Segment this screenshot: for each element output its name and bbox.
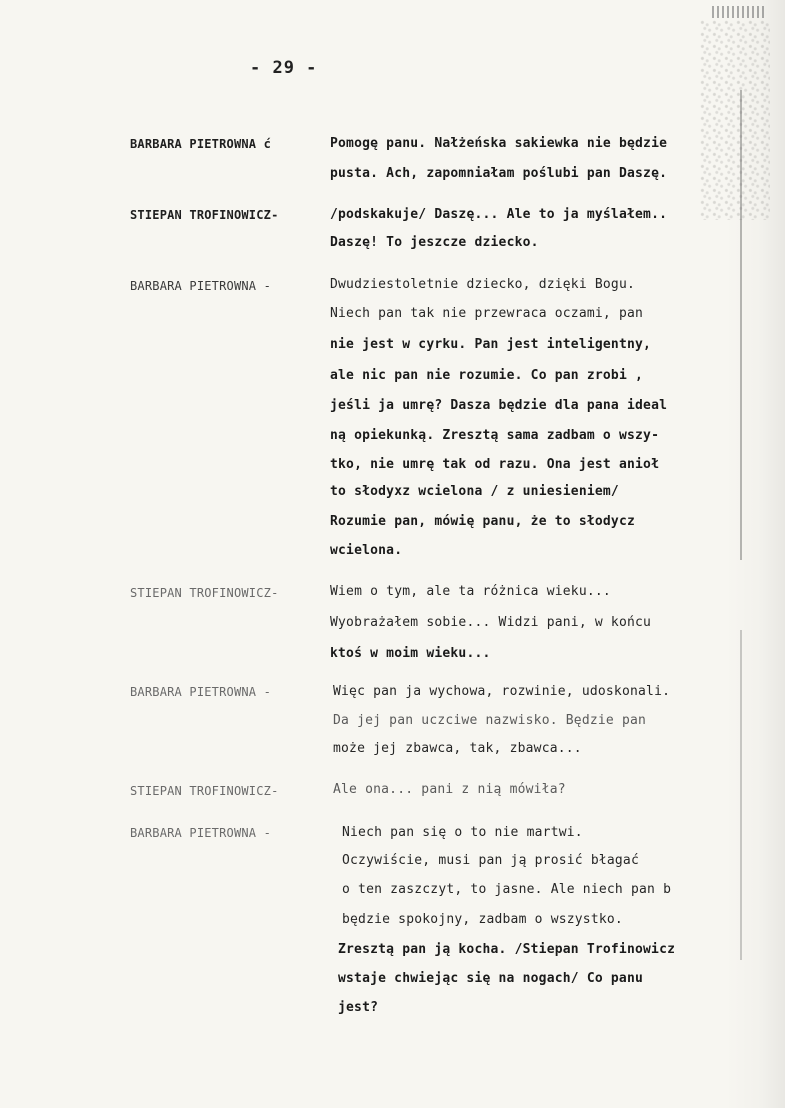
dialogue-line: pusta. Ach, zapomniałam poślubi pan Daszę. [330,166,668,181]
speaker-name: STIEPAN TROFINOWICZ- [130,586,279,600]
dialogue-line: ktoś w moim wieku... [330,646,491,661]
speaker-name: STIEPAN TROFINOWICZ- [130,784,279,798]
dialogue-line: Rozumie pan, mówię panu, że to słodycz [330,514,636,529]
dialogue-line: o ten zaszczyt, to jasne. Ale niech pan b [342,882,672,897]
speaker-name: BARBARA PIETROWNA - [130,826,272,840]
dialogue-line: Ale ona... pani z nią mówiła? [333,782,566,797]
dialogue-line: Niech pan tak nie przewraca oczami, pan [330,306,644,321]
dialogue-line: Wiem o tym, ale ta różnica wieku... [330,584,611,599]
dialogue-line: Dwudziestoletnie dziecko, dzięki Bogu. [330,277,636,292]
speaker-name: BARBARA PIETROWNA ć [130,137,272,151]
dialogue-line: Oczywiście, musi pan ją prosić błagać [342,853,639,868]
speaker-name: BARBARA PIETROWNA - [130,685,272,699]
dialogue-line: może jej zbawca, tak, zbawca... [333,741,582,756]
scan-noise [700,20,770,220]
speaker-name: STIEPAN TROFINOWICZ- [130,208,279,222]
dialogue-line: Pomogę panu. Nałżeńska sakiewka nie będzie [330,136,668,151]
dialogue-line: Da jej pan uczciwe nazwisko. Będzie pan [333,713,647,728]
scan-artifact [712,6,764,18]
dialogue-line: Niech pan się o to nie martwi. [342,825,583,840]
dialogue-line: wstaje chwiejąc się na nogach/ Co panu [338,971,644,986]
dialogue-line: Wyobrażałem sobie... Widzi pani, w końcu [330,615,652,630]
dialogue-line: jeśli ja umrę? Dasza będzie dla pana ideal [330,398,668,413]
dialogue-line: Daszę! To jeszcze dziecko. [330,235,539,250]
dialogue-line: wcielona. [330,543,403,558]
page-number: - 29 - [250,58,318,78]
dialogue-line: będzie spokojny, zadbam o wszystko. [342,912,623,927]
speaker-name: BARBARA PIETROWNA - [130,279,272,293]
dialogue-line: to słodyxz wcielona / z uniesieniem/ [330,484,619,499]
dialogue-line: ną opiekunką. Zresztą sama zadbam o wszy- [330,428,660,443]
dialogue-line: tko, nie umrę tak od razu. Ona jest anioł [330,457,660,472]
dialogue-line: nie jest w cyrku. Pan jest inteligentny, [330,337,652,352]
dialogue-line: Więc pan ja wychowa, rozwinie, udoskonali. [333,684,671,699]
dialogue-line: /podskakuje/ Daszę... Ale to ja myślałem.. [330,207,668,222]
dialogue-line: jest? [338,1000,379,1015]
margin-line [740,630,742,960]
dialogue-line: ale nic pan nie rozumie. Co pan zrobi , [330,368,644,383]
margin-line [740,90,742,560]
dialogue-line: Zresztą pan ją kocha. /Stiepan Trofinowicz [338,942,676,957]
